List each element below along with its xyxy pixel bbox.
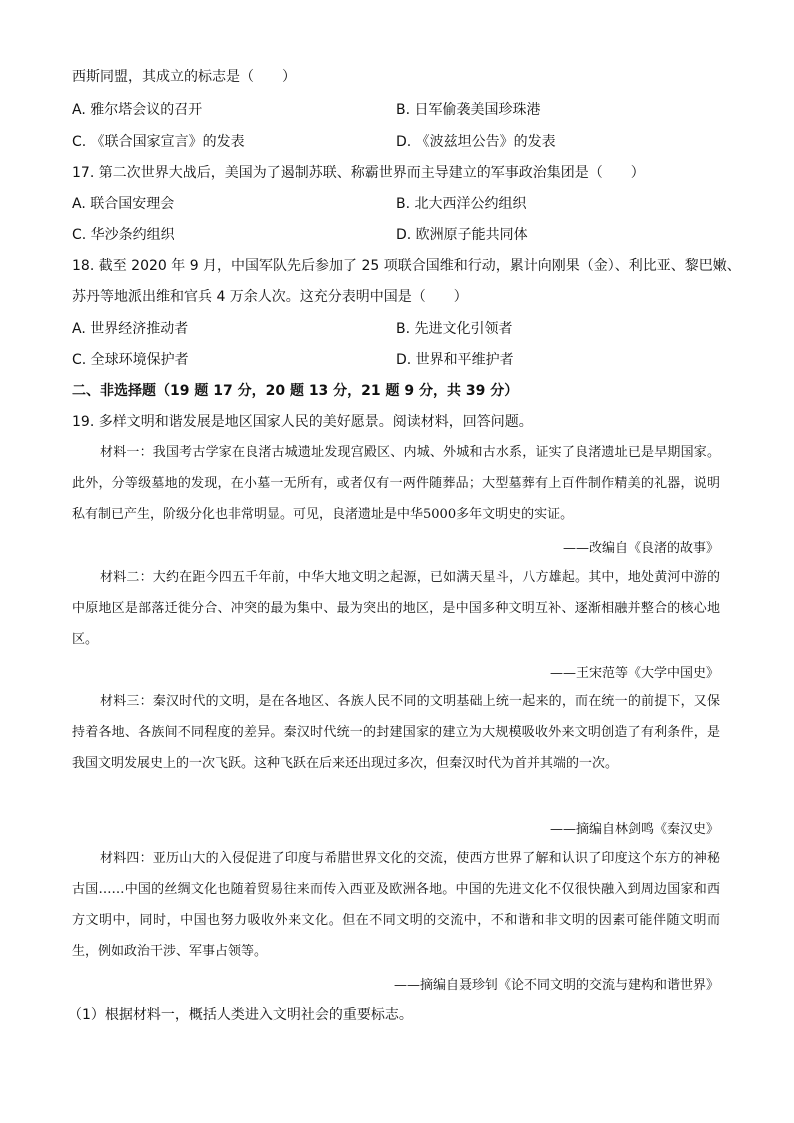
material-3: 材料三：秦汉时代的文明，是在各地区、各族人民不同的文明基础上统一起来的，而在统一的前提下，又保持着各地、各族间不同程度的差异。秦汉时代统一的封建国家的建立为大规模吸收外来文明创造了有利条件，是我国文明发展史上的一次飞跃。这种飞跃在后来还出现过多次，但秦汉时代为首并其端的一次。: [72, 694, 720, 771]
material-4: 材料四：亚历山大的入侵促进了印度与希腊世界文化的交流，使西方世界了解和认识了印度这个东方的神秘古国……中国的丝绸文化也随着贸易往来而传入西亚及欧洲各地。中国的先进文化不仅很快融入到周边国家和西方文明中，同时，中国也努力吸收外来文化。但在不同文明的交流中，不和谐和非文明的因素可能伴随文明而生，例如政治干涉、军事占领等。: [72, 851, 720, 959]
q18-stem-line2: 苏丹等地派出维和官兵 4 万余人次。这充分表明中国是（ ）: [72, 289, 468, 305]
q19-stem: 19. 多样文明和谐发展是地区国家人民的美好愿景。阅读材料，回答问题。: [72, 414, 533, 430]
q17-option-d: D. 欧洲原子能共同体: [396, 227, 528, 243]
q18-option-b: B. 先进文化引领者: [396, 321, 513, 337]
q18-option-d: D. 世界和平维护者: [396, 352, 514, 368]
material-2-source: ——王宋范等《大学中国史》: [549, 666, 719, 681]
material-2: 材料二：大约在距今四五千年前，中华大地文明之起源，已如满天星斗，八方雄起。其中，地处黄河中游的中原地区是部落迁徙分合、冲突的最为集中、最为突出的地区，是中国多种文明互补、逐渐相融并整合的核心地区。: [72, 570, 720, 647]
q17-option-c: C. 华沙条约组织: [72, 227, 175, 243]
q16-option-d: D. 《波兹坦公告》的发表: [396, 134, 556, 150]
material-1-source: ——改编自《良渚的故事》: [562, 541, 719, 556]
q17-option-a: A. 联合国安理会: [72, 196, 175, 212]
material-3-source: ——摘编自林剑鸣《秦汉史》: [549, 822, 719, 837]
q19-subquestion-1: （1）根据材料一，概括人类进入文明社会的重要标志。: [68, 1007, 413, 1023]
q16-option-c: C. 《联合国家宣言》的发表: [72, 134, 245, 150]
q16-option-a: A. 雅尔塔会议的召开: [72, 102, 203, 118]
material-4-source: ——摘编自聂珍钊《论不同文明的交流与建构和谐世界》: [393, 978, 719, 993]
q16-stem-tail: 西斯同盟，其成立的标志是（ ）: [72, 69, 296, 85]
q16-option-b: B. 日军偷袭美国珍珠港: [396, 102, 541, 118]
q17-option-b: B. 北大西洋公约组织: [396, 196, 527, 212]
q17-stem: 17. 第二次世界大战后，美国为了遏制苏联、称霸世界而主导建立的军事政治集团是（ ）: [72, 165, 645, 181]
material-1: 材料一：我国考古学家在良渚古城遗址发现宫殿区、内城、外城和古水系，证实了良渚遗址已是早期国家。此外，分等级墓地的发现，在小墓一无所有，或者仅有一两件随葬品；大型墓葬有上百件制作精美的礼器，说明私有制已产生，阶级分化也非常明显。可见，良渚遗址是中华5000多年文明史的实证。: [72, 445, 720, 522]
section-title: 二、非选择题（19 题 17 分，20 题 13 分，21 题 9 分，共 39 分）: [72, 383, 519, 399]
q18-option-a: A. 世界经济推动者: [72, 321, 189, 337]
q18-option-c: C. 全球环境保护者: [72, 352, 189, 368]
q18-stem-line1: 18. 截至 2020 年 9 月，中国军队先后参加了 25 项联合国维和行动，累计向刚果（金）、利比亚、黎巴嫩、: [72, 258, 741, 274]
